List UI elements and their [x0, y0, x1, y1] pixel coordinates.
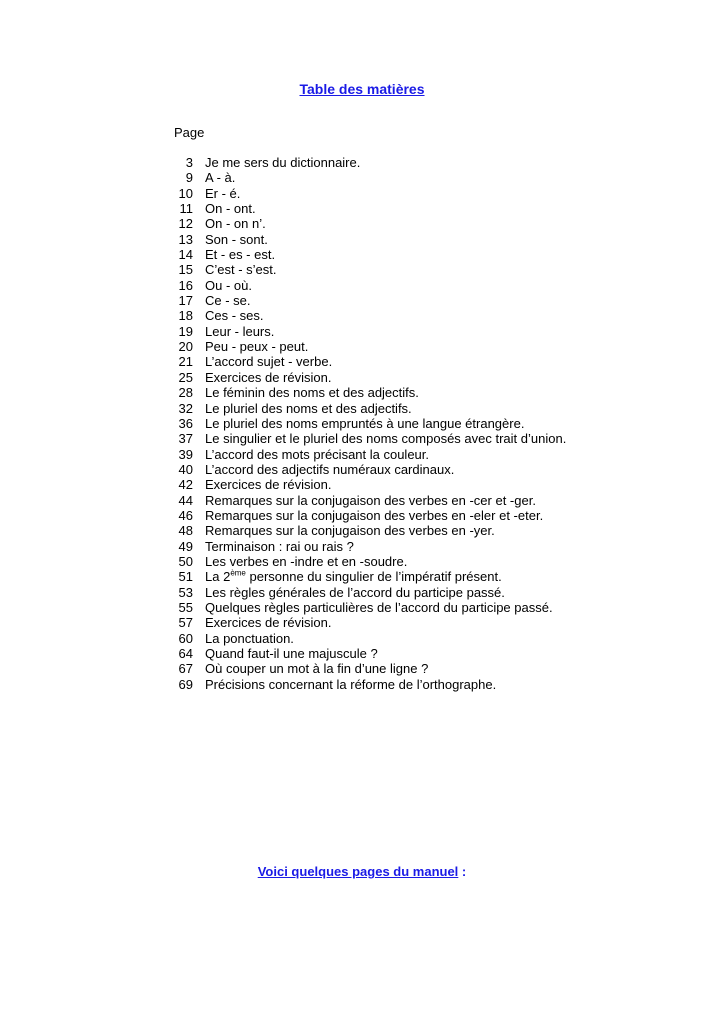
toc-entry	[170, 493, 610, 508]
toc-page-number: 53	[178, 584, 193, 600]
manual-pages-caption	[0, 864, 724, 879]
toc-entry	[170, 585, 610, 600]
toc-page-number: 64	[178, 646, 193, 661]
toc-entry	[170, 416, 610, 431]
toc-entry	[170, 677, 610, 692]
toc-page-number: 20	[178, 339, 193, 355]
toc-page-number: 36	[178, 415, 193, 431]
toc-page-number: 18	[178, 308, 193, 324]
toc-page-number: 3	[185, 155, 193, 170]
toc-entry-title: C’est - s’est.	[205, 262, 277, 278]
toc-entry	[170, 278, 610, 293]
toc-entry	[170, 401, 610, 416]
toc-entry	[170, 385, 610, 400]
toc-entry-title: Son - sont.	[205, 231, 268, 247]
toc-entry-title: A - à.	[205, 170, 236, 186]
toc-page-number: 60	[178, 630, 193, 646]
table-of-contents	[170, 155, 610, 692]
toc-entry	[170, 186, 610, 201]
toc-entry-title: Peu - peux - peut.	[205, 339, 309, 355]
superscript-ordinal: ème	[230, 568, 246, 578]
toc-entry-title-start: La 2	[205, 569, 231, 585]
toc-entry	[170, 201, 610, 216]
toc-page-number: 67	[178, 661, 193, 677]
toc-page-number: 37	[178, 431, 193, 447]
toc-entry-title: L’accord des mots précisant la couleur.	[205, 446, 430, 462]
toc-title: Table des matières	[299, 81, 425, 97]
toc-entry-title: L’accord des adjectifs numéraux cardinaux.	[205, 461, 455, 477]
toc-entry	[170, 554, 610, 569]
toc-entry-title: Quelques règles particulières de l’accord du participe passé.	[205, 599, 553, 615]
toc-entry	[170, 631, 610, 646]
toc-page-number: 49	[178, 538, 193, 554]
toc-entry	[170, 262, 610, 277]
toc-entry	[170, 646, 610, 661]
toc-entry-title: Précisions concernant la réforme de l’orthographe.	[205, 676, 497, 692]
toc-entry	[170, 600, 610, 615]
toc-page-number: 16	[178, 277, 193, 293]
toc-entry-title: Je me sers du dictionnaire.	[205, 155, 361, 170]
toc-entry-title: Er - é.	[205, 185, 241, 201]
toc-page-number: 48	[178, 523, 193, 539]
toc-page-number: 51	[178, 569, 193, 585]
toc-page-number: 40	[178, 461, 193, 477]
toc-entry	[170, 508, 610, 523]
toc-entry	[170, 170, 610, 185]
toc-entry	[170, 661, 610, 676]
toc-entry-title: La ponctuation.	[205, 630, 294, 646]
toc-entry	[170, 293, 610, 308]
toc-page-number: 28	[178, 385, 193, 401]
toc-page-number: 39	[178, 446, 193, 462]
page-column-label: Page	[174, 125, 205, 140]
toc-page-number: 50	[178, 553, 193, 569]
toc-page-number: 13	[178, 231, 193, 247]
toc-page-number: 14	[178, 247, 193, 263]
toc-entry-title: Ces - ses.	[205, 308, 264, 324]
toc-page-number: 19	[178, 323, 193, 339]
manual-pages-link[interactable]: Voici quelques pages du manuel	[257, 864, 459, 879]
toc-entry-title-end: personne du singulier de l’impératif présent.	[245, 569, 502, 585]
toc-entry-title: Exercices de révision.	[205, 615, 332, 631]
toc-entry	[170, 615, 610, 630]
toc-entry	[170, 232, 610, 247]
toc-entry-title: Ou - où.	[205, 277, 252, 293]
toc-entry-title: Leur - leurs.	[205, 323, 275, 339]
toc-page-number: 32	[178, 400, 193, 416]
toc-entry-title: Où couper un mot à la fin d’une ligne ?	[205, 661, 429, 677]
toc-entry-title: Le singulier et le pluriel des noms composés avec trait d’union.	[205, 431, 567, 447]
toc-page-number: 15	[178, 262, 193, 278]
toc-entry-title: L’accord sujet - verbe.	[205, 354, 333, 370]
toc-entry-title: On - ont.	[205, 201, 256, 217]
toc-entry-title: Exercices de révision.	[205, 477, 332, 493]
toc-entry-title: Remarques sur la conjugaison des verbes en -cer et -ger.	[205, 492, 536, 508]
toc-entry	[170, 431, 610, 446]
toc-entry	[170, 462, 610, 477]
toc-page-number: 69	[178, 676, 193, 692]
toc-entry	[170, 477, 610, 492]
toc-page-number: 17	[178, 293, 193, 309]
toc-entry-title: Le pluriel des noms empruntés à une langue étrangère.	[205, 415, 525, 431]
toc-entry	[170, 324, 610, 339]
toc-entry-title: Ce - se.	[205, 293, 251, 309]
toc-page-number: 46	[178, 507, 193, 523]
toc-page-number: 55	[178, 599, 193, 615]
toc-page-number: 10	[178, 185, 193, 201]
toc-entry	[170, 216, 610, 231]
toc-entry-title: Remarques sur la conjugaison des verbes en -eler et -eter.	[205, 507, 544, 523]
toc-page-number: 11	[179, 201, 193, 217]
toc-entry	[170, 308, 610, 323]
toc-page-number: 25	[178, 369, 193, 385]
toc-entry-title: Exercices de révision.	[205, 369, 332, 385]
toc-entry-title	[205, 569, 502, 584]
toc-entry-title: Remarques sur la conjugaison des verbes en -yer.	[205, 523, 495, 539]
toc-entry	[170, 339, 610, 354]
toc-entry-title: Les verbes en -indre et en -soudre.	[205, 553, 408, 569]
toc-entry-title: Le pluriel des noms et des adjectifs.	[205, 400, 412, 416]
toc-entry-title: Et - es - est.	[205, 247, 276, 263]
toc-entry	[170, 247, 610, 262]
toc-entry-title: Quand faut-il une majuscule ?	[205, 646, 378, 661]
toc-entry	[170, 354, 610, 369]
toc-entry	[170, 155, 610, 170]
toc-page-number: 57	[178, 615, 193, 631]
toc-entry	[170, 569, 610, 584]
toc-page-number: 21	[178, 354, 193, 370]
toc-entry-title: Le féminin des noms et des adjectifs.	[205, 385, 419, 401]
toc-entry-title: Les règles générales de l’accord du participe passé.	[205, 584, 505, 600]
toc-page-number: 12	[178, 216, 193, 232]
toc-page-number: 9	[185, 170, 193, 186]
toc-entry	[170, 447, 610, 462]
toc-page-number: 44	[178, 492, 193, 508]
manual-pages-colon: :	[458, 864, 467, 879]
toc-entry	[170, 523, 610, 538]
toc-page-number: 42	[178, 477, 193, 493]
toc-entry-title: Terminaison : rai ou rais ?	[205, 538, 354, 554]
toc-entry	[170, 539, 610, 554]
toc-entry	[170, 370, 610, 385]
toc-entry-title: On - on n’.	[205, 216, 266, 232]
